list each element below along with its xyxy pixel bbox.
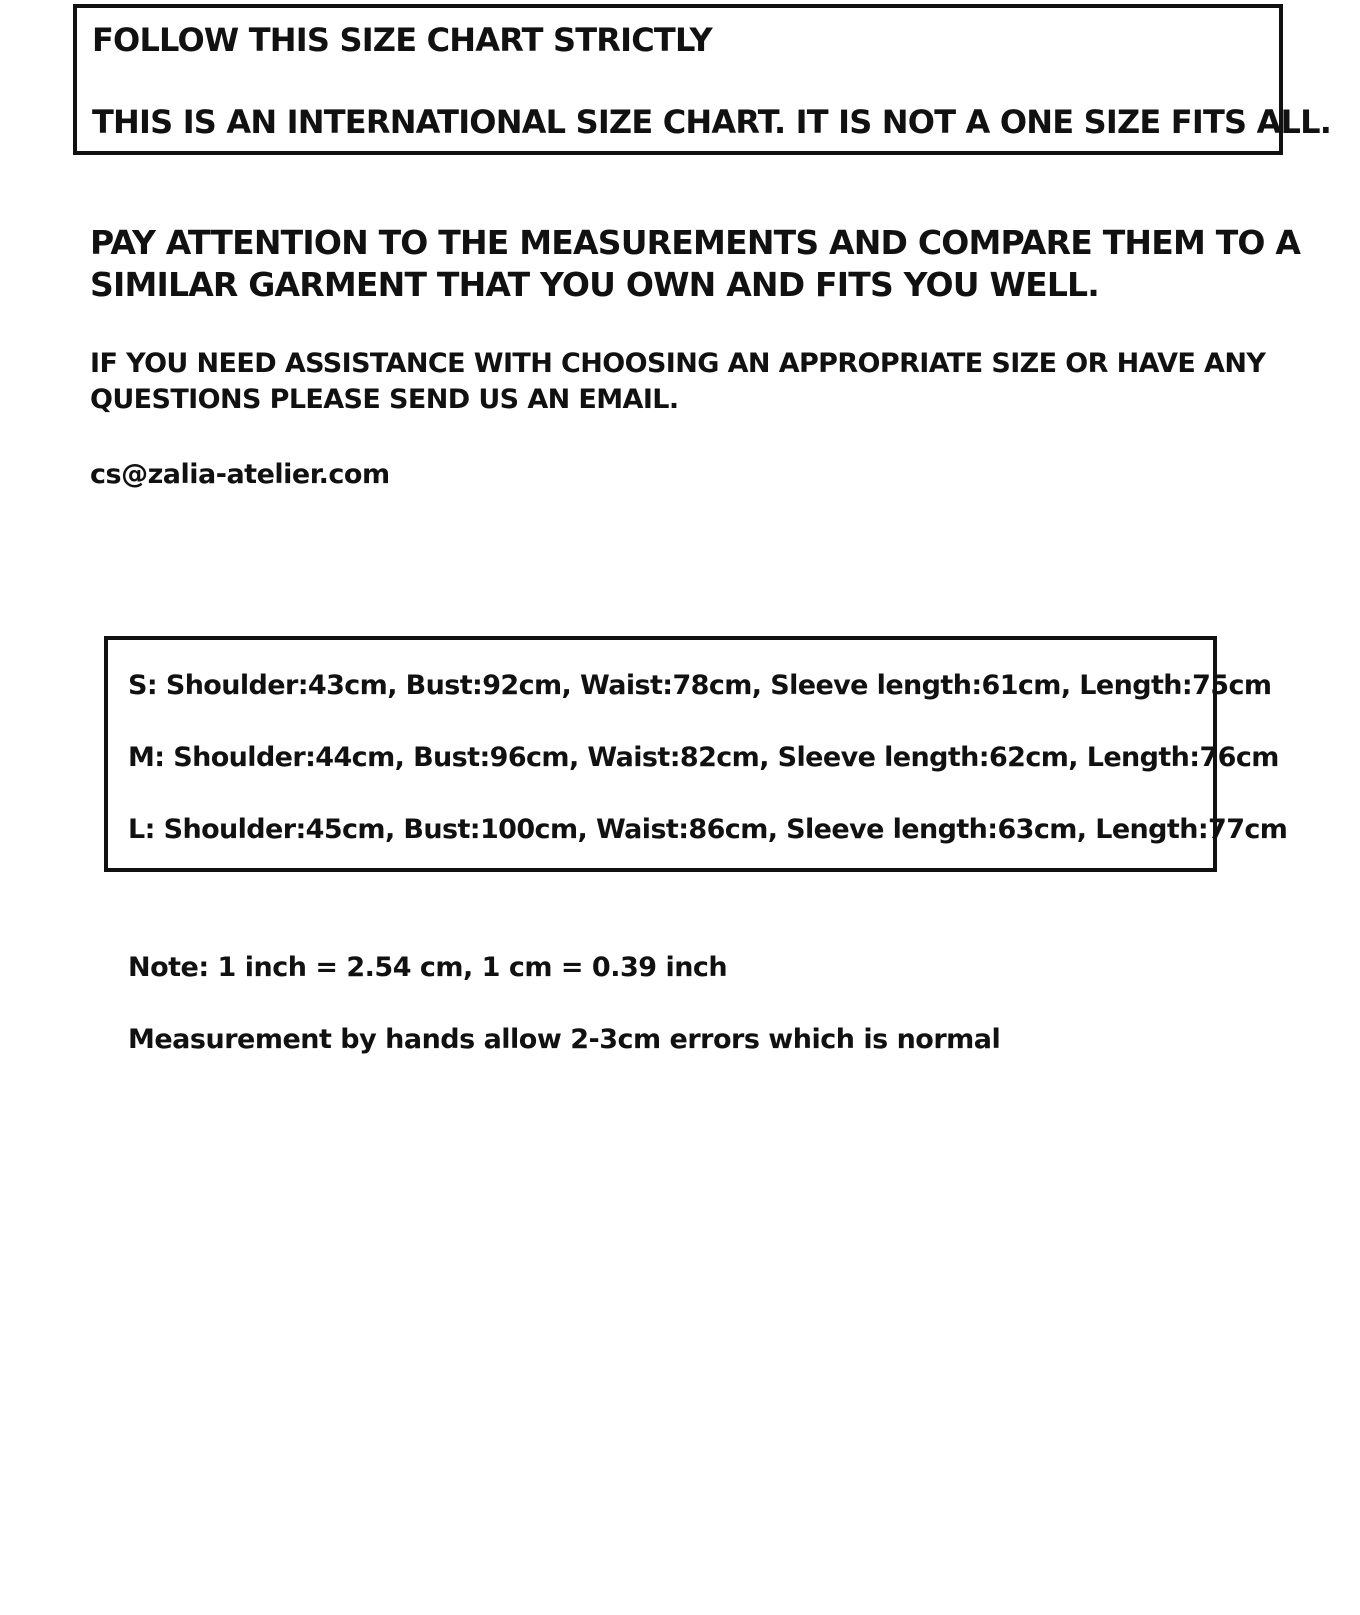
size-row-s: S: Shoulder:43cm, Bust:92cm, Waist:78cm, Sleeve length:61cm, Length:75cm [128,670,1272,701]
measurement-tolerance-note: Measurement by hands allow 2-3cm errors which is normal [128,1024,1001,1055]
contact-email: cs@zalia-atelier.com [90,459,390,490]
notice-follow-strictly: FOLLOW THIS SIZE CHART STRICTLY [92,21,712,59]
size-row-m: M: Shoulder:44cm, Bust:96cm, Waist:82cm, Sleeve length:62cm, Length:76cm [128,742,1279,773]
size-measurements-box [104,636,1288,872]
notice-international-size: THIS IS AN INTERNATIONAL SIZE CHART. IT IS NOT A ONE SIZE FITS ALL. [92,103,1332,141]
size-row-l: L: Shoulder:45cm, Bust:100cm, Waist:86cm, Sleeve length:63cm, Length:77cm [128,814,1288,845]
assistance-instruction: IF YOU NEED ASSISTANCE WITH CHOOSING AN APPROPRIATE SIZE OR HAVE ANY QUESTIONS PLEASE SEND US AN EMAIL. [90,348,1266,415]
unit-conversion-note: Note: 1 inch = 2.54 cm, 1 cm = 0.39 inch [128,952,728,983]
attention-instruction: PAY ATTENTION TO THE MEASUREMENTS AND COMPARE THEM TO A SIMILAR GARMENT THAT YOU OWN AND FITS YOU WELL. [90,223,1301,304]
size-chart-notice-box [73,4,1332,155]
